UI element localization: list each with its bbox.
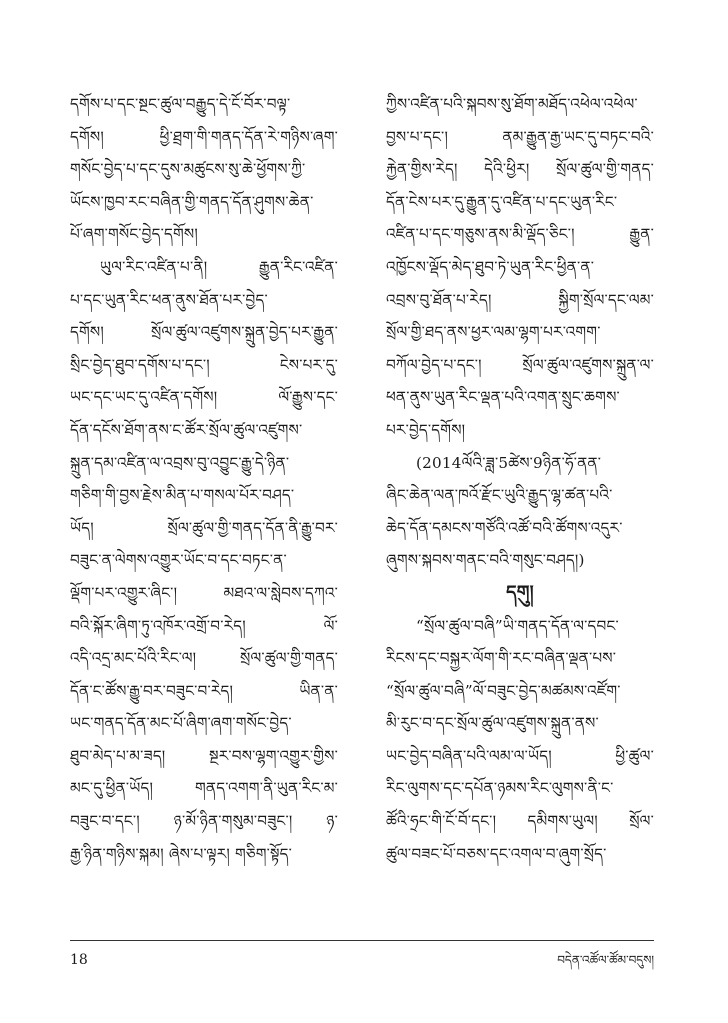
- section-heading: དགུ།: [506, 581, 534, 603]
- text-line: ཡུལ་རིང་འཛིན་པ་ནི། རྒྱུན་རིང་འཛིན་: [100, 257, 338, 276]
- text-line: བའི་སྐོར་ཞིག་ཏུ་འཁོར་འགྲོ་བ་རེད། ལོ་: [70, 616, 338, 635]
- text-line: རིངས་དང་བསྐྱར་ལོག་གི་རང་བཞིན་ལྡན་པས་: [386, 649, 617, 668]
- text-line: (2014ལོའི་ཟླ་5ཚེས་9ཉིན་ཧོ་ནན་: [416, 453, 602, 472]
- running-title: བདེན་འཚོལ་ཚོམ་བདུས།: [557, 953, 654, 967]
- text-line: འབྲས་བུ་ཐོན་པ་རེད། སྐྱིག་སྲོལ་དང་ལམ་: [386, 290, 654, 309]
- footer-divider: [70, 940, 654, 941]
- text-line: ཆེད་དོན་དམངས་གཙོའི་འཚོ་བའི་ཚོགས་འདུར་: [386, 518, 623, 537]
- text-line: སྲིང་བྱེད་ཐུབ་དགོས་པ་དང་། ངེས་པར་དུ་: [70, 355, 338, 374]
- page-number: 18: [70, 952, 88, 968]
- text-line: རྐྱེན་གྱིས་རེད། དེའི་ཕྱིར། སྲོལ་ཚུལ་གྱི་གནད་: [386, 160, 654, 179]
- text-line: ཐུབ་མེད་པ་མ་ཟད། སྔར་བས་ལྷག་འགྱུར་གྱིས་: [70, 746, 338, 765]
- text-line: པར་བྱེད་དགོས།: [386, 420, 466, 439]
- text-line: བཟུང་བ་དང་། ཉ་མོ་ཉིན་གསུམ་བཟུང་། ཉ་: [70, 812, 338, 831]
- text-line: ཡང་དང་ཡང་དུ་འཛིན་དགོས། ལོ་རྒྱུས་དང་: [70, 388, 338, 407]
- text-line: ཡོད། སྲོལ་ཚུལ་གྱི་གནད་དོན་ནི་རྒྱུ་བར་: [70, 518, 338, 537]
- text-line: བཀོལ་བྱེད་པ་དང་། སྲོལ་ཚུལ་འཛུགས་སྐྲུན་ལ་: [386, 355, 654, 374]
- text-line: དགོས་པ་དང་སྔང་ཚུལ་བརྒྱུད་དེ་ངོ་བོར་བལྟ་: [70, 95, 291, 113]
- text-line: མི་རུང་བ་དང་སྲོལ་ཚུལ་འཛུགས་སྐྲུན་ནས་: [386, 714, 599, 733]
- text-line: རིང་ལུགས་དང་དཔོན་ཉམས་རིང་ལུགས་ནི་ང་: [386, 779, 614, 798]
- text-line: བཟུང་ན་ལེགས་འགྱུར་ཡོང་བ་དང་བཏང་ན་: [70, 551, 287, 570]
- text-line: གཅིག་གི་བྱས་རྗེས་མིན་པ་གསལ་པོར་བཤད་: [70, 486, 295, 505]
- text-line: དོན་ང་ཚོས་རྒྱུ་བར་བཟུང་བ་རེད། ཡིན་ན་: [70, 681, 338, 700]
- text-line: དགོས། ཕྱི་ཐྲག་གི་གནད་དོན་རེ་གཉིས་ཞག་: [70, 127, 338, 146]
- text-line: སྐྲུན་དམ་འཛིན་ལ་འབྲས་བུ་འབྱུང་རྒྱུ་དེ་ཉིན་: [70, 453, 290, 472]
- text-line: འཛིན་པ་དང་གཅུས་ནས་མི་ལྡོད་ཅིང་། རྒྱུན་: [386, 225, 654, 244]
- text-line: མང་དུ་ཕྱིན་ཡོད། གནད་འགག་ནི་ཡུན་རིང་མ་: [70, 779, 338, 798]
- text-line: དགོས། སྲོལ་ཚུལ་འཛུགས་སྐྲུན་བྱེད་པར་རྒྱུན་: [70, 323, 338, 342]
- text-line: ལྡོག་པར་འགྱུར་ཞིང་། མཐའ་ལ་སླེབས་དཀའ་: [70, 583, 338, 602]
- text-line: རྒྱ་ཉིན་གཉིས་སྐམ། ཞེས་པ་ལྟར། གཅིག་སྟོད་: [70, 844, 293, 863]
- text-line: ཞིང་ཆེན་ལན་ཁའོ་རྫོང་ཡུའི་རྒྱུད་ལྷ་ཚན་པའི་: [386, 486, 613, 505]
- text-line: ཚོའི་ཧྲང་གི་ངོ་བོ་དང་། དམིགས་ཡུལ། སྲོལ་: [386, 812, 654, 831]
- text-line: པ་དང་ཡུན་རིང་ཕན་ནུས་ཐོན་པར་བྱེད་: [70, 290, 268, 309]
- text-line: འདི་འདྲ་མང་པོའི་རིང་ལ། སྲོལ་ཚུལ་གྱི་གནད་: [70, 649, 338, 668]
- text-line: ཕན་ནུས་ཡུན་རིང་ལྡན་པའི་འགན་སྲུང་ཆགས་: [386, 388, 620, 407]
- text-line: ཡང་གནད་དོན་མང་པོ་ཞིག་ཞག་གསོང་བྱེད་: [70, 714, 292, 733]
- text-line: དོན་ངེས་པར་དུ་རྒྱུན་དུ་འཛིན་པ་དང་ཡུན་རིང་: [386, 192, 618, 211]
- text-line: ཞུགས་སྐབས་གནང་བའི་གསུང་བཤད།): [386, 551, 585, 570]
- right-column: [386, 88, 654, 870]
- text-line: ཡོངས་ཁྱབ་རང་བཞིན་གྱི་གནད་དོན་ཤུགས་ཆེན་: [70, 192, 314, 211]
- text-line: དོན་དངོས་ཐོག་ནས་ང་ཚོར་སྲོལ་ཚུལ་འཛུགས་: [70, 420, 303, 439]
- text-line: སྲོལ་གྱི་ཐད་ནས་ཕྱར་ལམ་ལྷག་པར་འགག་: [386, 323, 601, 342]
- text-line: གསོང་བྱེད་པ་དང་དུས་མཚུངས་སུ་ཆེ་ཕྱོགས་ཀྱི་: [70, 160, 306, 179]
- text-line: ཚུལ་བཟང་པོ་བཅས་དང་འགལ་བ་ཞུག་སྲོད་: [386, 844, 607, 863]
- text-line: ཀྱིས་འཛིན་པའི་སྐབས་སུ་ཐོག་མཐོད་འཕེལ་འཕེལ་: [386, 95, 638, 113]
- text-line: པོ་ཞག་གསོང་བྱེད་དགོས།: [70, 225, 198, 244]
- text-line: “སྲོལ་ཚུལ་བཞི”ཡི་གནད་དོན་ལ་དབང་: [416, 616, 619, 635]
- left-column: [70, 88, 338, 870]
- text-line: བྱས་པ་དང་། ནམ་རྒྱུན་རྒྱ་ཡང་དུ་བཏང་བའི་: [386, 127, 654, 146]
- text-line: “སྲོལ་ཚུལ་བཞི”ལོ་བཟུང་བྱེད་མཚམས་འཛོག་: [386, 681, 621, 700]
- text-line: འཁྱོངས་ལྡོད་མེད་ཐུབ་ཏེ་ཡུན་རིང་ཕྱིན་ན་: [386, 257, 595, 276]
- text-line: ཡང་བྱེད་བཞིན་པའི་ལམ་ལ་ཡོད། ཕྱི་ཚུལ་: [386, 746, 654, 765]
